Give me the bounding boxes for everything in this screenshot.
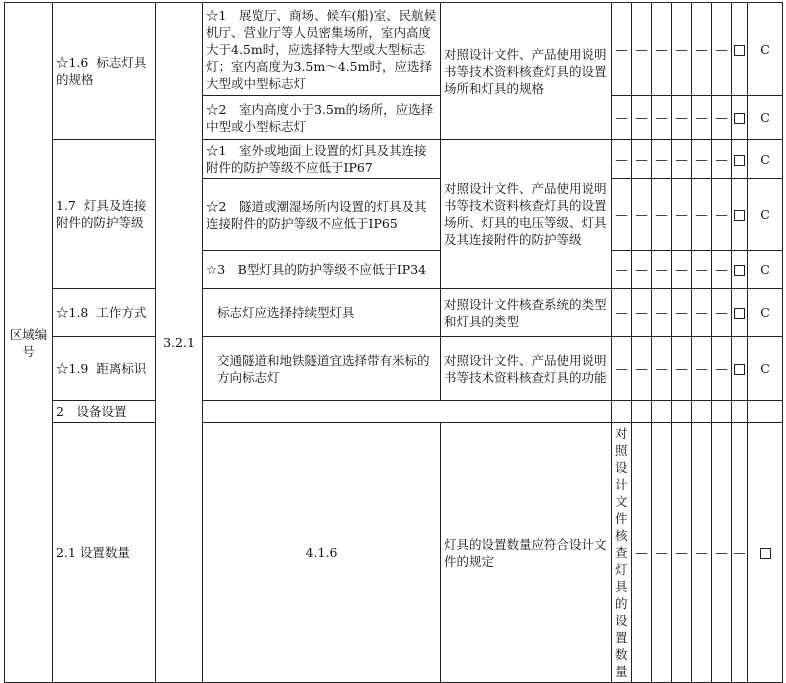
empty-cell	[732, 401, 748, 423]
result-cell: C	[748, 251, 783, 289]
dash-cell: —	[712, 140, 732, 179]
requirement-cell	[203, 3, 441, 96]
item-1-8-cell	[53, 289, 156, 337]
section-heading	[53, 401, 612, 423]
checkbox-cell[interactable]	[732, 251, 748, 289]
item-1-9-cell	[53, 337, 156, 401]
checkbox-cell[interactable]	[732, 96, 748, 140]
checkbox[interactable]	[734, 265, 745, 276]
requirement-text: ☆1 展览厅、商场、候车(船)室、民航候机厅、营业厅等人员密集场所，室内高度大于4.5m时，应选择特大型或大型标志灯；室内高度为3.5m～4.5m时，应选择大型或中型标志灯	[206, 7, 437, 91]
requirement-text: ☆1 室外或地面上设置的灯具及其连接附件的防护等级不应低于IP67	[206, 143, 427, 175]
method-cell	[441, 140, 612, 289]
clause-cell	[203, 423, 441, 683]
requirement-cell	[203, 179, 441, 251]
item-1-7-cell	[53, 140, 156, 289]
requirement-cell	[203, 251, 441, 289]
empty-cell	[712, 401, 732, 423]
dash-cell: —	[672, 289, 692, 337]
item-name: 灯具及连接附件的防护等级	[56, 198, 147, 230]
empty-cell	[652, 401, 672, 423]
area-label: 区域编号	[9, 326, 48, 359]
dash-cell: —	[632, 289, 652, 337]
dash-cell: —	[712, 96, 732, 140]
dash-cell: —	[692, 337, 712, 401]
dash-cell: —	[712, 423, 732, 683]
dash-cell: —	[672, 423, 692, 683]
item-number: ☆1.8	[56, 305, 89, 320]
dash-cell: —	[672, 140, 692, 179]
result-cell: C	[748, 96, 783, 140]
dash-cell: —	[612, 96, 632, 140]
item-name: 2.1 设置数量	[56, 545, 130, 560]
dash-cell: —	[632, 251, 652, 289]
dash-cell: —	[652, 140, 672, 179]
dash-cell: —	[632, 140, 652, 179]
requirement-cell	[203, 140, 441, 179]
dash-cell: —	[712, 251, 732, 289]
dash-cell: —	[672, 337, 692, 401]
method-cell	[441, 289, 612, 337]
dash-cell: —	[612, 140, 632, 179]
checkbox[interactable]	[734, 364, 745, 375]
dash-cell: —	[692, 3, 712, 96]
requirement-text: 交通隧道和地铁隧道宜选择带有米标的方向标志灯	[217, 352, 430, 385]
item-number: ☆1.6	[56, 55, 89, 70]
dash-cell: —	[712, 289, 732, 337]
method-text: 对照设计文件、产品使用说明书等技术资料核查灯具的设置场所、灯具的电压等级、灯具及其连接附件的防护等级	[444, 181, 607, 247]
dash-cell: —	[632, 337, 652, 401]
result-cell: C	[748, 179, 783, 251]
dash-cell: —	[692, 96, 712, 140]
clause-cell	[156, 3, 203, 683]
dash-cell: —	[672, 96, 692, 140]
result-cell: C	[748, 289, 783, 337]
dash-cell: —	[672, 3, 692, 96]
area-label-cell	[5, 3, 53, 683]
result-cell: C	[748, 140, 783, 179]
requirement-cell	[203, 289, 441, 337]
dash-cell: —	[712, 179, 732, 251]
clause-number: 4.1.6	[305, 545, 338, 560]
dash-cell: —	[632, 179, 652, 251]
dash-cell: —	[692, 179, 712, 251]
requirement-cell	[203, 96, 441, 140]
dash-cell: —	[672, 179, 692, 251]
item-number: 1.7	[56, 198, 76, 213]
inspection-table	[4, 2, 783, 683]
empty-cell	[748, 401, 783, 423]
empty-cell	[632, 401, 652, 423]
checkbox-cell[interactable]	[732, 289, 748, 337]
requirement-cell	[441, 423, 612, 683]
checkbox-cell[interactable]	[732, 337, 748, 401]
dash-cell: —	[652, 337, 672, 401]
dash-cell: —	[632, 3, 652, 96]
dash-cell: —	[712, 337, 732, 401]
method-cell	[441, 337, 612, 401]
method-cell	[612, 423, 632, 683]
item-2-1-cell	[53, 423, 156, 683]
dash-cell: —	[692, 140, 712, 179]
item-1-6-cell	[53, 3, 156, 140]
item-name: 标志灯具的规格	[56, 55, 147, 87]
result-cell: C	[748, 337, 783, 401]
empty-cell	[612, 401, 632, 423]
dash-cell: —	[612, 251, 632, 289]
dash-cell: —	[612, 3, 632, 96]
method-text: 对照设计文件、产品使用说明书等技术资料核查灯具的设置场所和灯具的规格	[444, 46, 607, 96]
dash-cell: —	[672, 251, 692, 289]
checkbox[interactable]	[760, 548, 771, 559]
method-text: 对照设计文件核查灯具的设置数量	[615, 426, 628, 679]
empty-cell	[692, 401, 712, 423]
dash-cell: —	[712, 3, 732, 96]
checkbox-cell[interactable]	[732, 140, 748, 179]
method-text: 对照设计文件核查系统的类型和灯具的类型	[444, 296, 607, 329]
result-cell: C	[748, 3, 783, 96]
requirement-text: ☆2 隧道或潮湿场所内设置的灯具及其连接附件的防护等级不应低于IP65	[206, 198, 427, 231]
dash-cell: —	[732, 423, 748, 683]
item-name: 工作方式	[96, 305, 147, 320]
dash-cell: —	[652, 289, 672, 337]
dash-cell: —	[632, 96, 652, 140]
section-title: 2 设备设置	[56, 404, 127, 419]
dash-cell: —	[692, 289, 712, 337]
dash-cell: —	[612, 337, 632, 401]
checkbox[interactable]	[734, 308, 745, 319]
requirement-text: 灯具的设置数量应符合设计文件的规定	[444, 536, 607, 569]
dash-cell: —	[632, 423, 652, 683]
clause-number: 3.2.1	[163, 335, 195, 350]
item-name: 距离标识	[96, 361, 147, 376]
requirement-cell	[203, 337, 441, 401]
method-cell	[441, 3, 612, 140]
dash-cell: —	[612, 179, 632, 251]
empty-cell	[672, 401, 692, 423]
checkbox[interactable]	[734, 45, 745, 56]
checkbox-cell[interactable]	[732, 3, 748, 96]
item-number: ☆1.9	[56, 361, 89, 376]
dash-cell: —	[692, 423, 712, 683]
requirement-text: ☆2 室内高度小于3.5m的场所，应选择中型或小型标志灯	[206, 101, 434, 134]
checkbox-cell[interactable]	[732, 179, 748, 251]
checkbox[interactable]	[734, 113, 745, 124]
dash-cell: —	[692, 251, 712, 289]
checkbox[interactable]	[734, 155, 745, 166]
checkbox[interactable]	[734, 210, 745, 221]
dash-cell: —	[652, 251, 672, 289]
method-text: 对照设计文件、产品使用说明书等技术资料核查灯具的功能	[444, 352, 607, 385]
requirement-text: 标志灯应选择持续型灯具	[217, 305, 355, 320]
checkbox-cell[interactable]	[748, 423, 783, 683]
dash-cell: —	[652, 96, 672, 140]
requirement-text: ☆3 B型灯具的防护等级不应低于IP34	[206, 262, 427, 277]
dash-cell: —	[652, 423, 672, 683]
dash-cell: —	[652, 179, 672, 251]
dash-cell: —	[652, 3, 672, 96]
dash-cell: —	[612, 289, 632, 337]
